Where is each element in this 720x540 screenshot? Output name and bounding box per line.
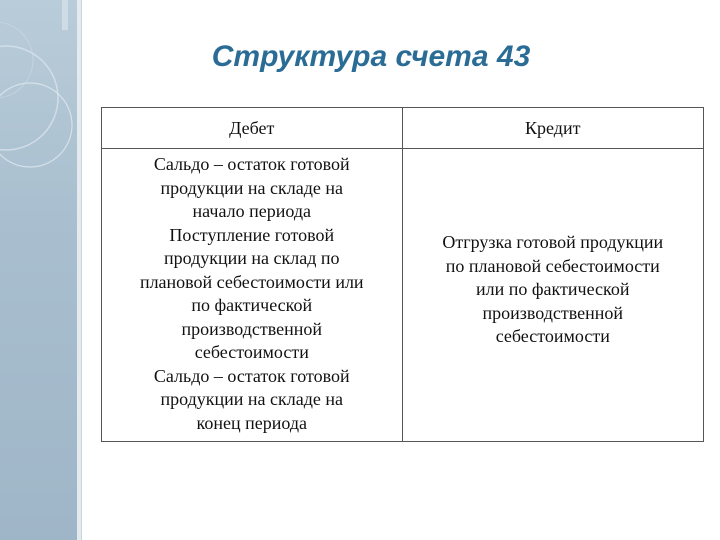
credit-line: или по фактической [476,279,630,299]
decorative-circles [0,0,82,200]
slide-title: Структура счета 43 [211,40,531,73]
credit-line: по плановой себестоимости [445,255,660,276]
debit-line: продукции на складе на [160,389,344,409]
credit-line: себестоимости [495,326,610,346]
table-header-row [102,108,704,149]
debit-line: конец периода [196,412,307,433]
credit-line: Отгрузка готовой продукции [442,232,664,252]
debit-line: начало периода [192,201,311,221]
debit-header: Дебет [102,108,403,149]
debit-line: плановой себестоимости или [139,271,364,292]
debit-line: по фактической [191,295,313,315]
debit-line: Сальдо – остаток готовой [153,154,350,174]
debit-line: производственной [181,318,323,339]
debit-line: Поступление готовой [169,224,335,245]
debit-line: продукции на складе на [160,177,344,198]
table-row [102,149,704,442]
account-structure-table [101,107,704,442]
credit-header: Кредит [402,108,703,149]
debit-cell [102,149,403,442]
debit-line: себестоимости [194,342,309,362]
debit-line: Сальдо – остаток готовой [153,365,350,386]
debit-line: продукции на склад по [163,248,340,268]
credit-cell [402,149,703,442]
credit-line: производственной [482,302,624,323]
